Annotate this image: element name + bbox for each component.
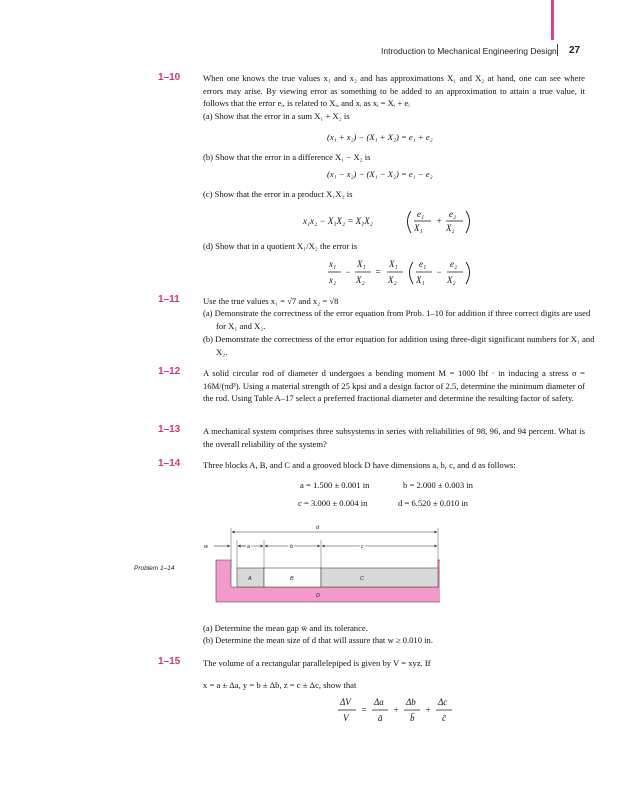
svg-text:V: V — [343, 713, 349, 723]
svg-text:X₁: X₁ — [357, 259, 366, 269]
equation-quotient-error — [326, 254, 476, 290]
dimension-b: b = 2.000 ± 0.003 in — [403, 480, 473, 490]
label-D: D — [316, 593, 320, 599]
svg-text:Δa: Δa — [374, 697, 384, 707]
problem-1-13-text: A mechanical system comprises three subsystems in series with reliabilities of 98, 96, and 94 percent. What is the overall reliability of the system? — [203, 426, 585, 449]
svg-text:X₂: X₂ — [447, 275, 456, 285]
problem-id-1-10: 1–10 — [158, 72, 181, 83]
svg-text:X₁: X₁ — [389, 259, 398, 269]
block-C — [321, 568, 438, 587]
problem-1-11-intro: Use the true values x₁ = √7 and x₂ = √8 — [203, 296, 339, 306]
problem-1-14-part-b: (b) Determine the mean size of d that will assure that w ≥ 0.010 in. — [203, 635, 434, 645]
problem-1-14-text: Three blocks A, B, and C and a grooved block D have dimensions a, b, c, and d as follows: — [203, 460, 516, 470]
svg-text:=: = — [375, 267, 382, 277]
header-divider — [557, 44, 558, 56]
svg-text:=: = — [361, 705, 368, 715]
svg-text:Δb: Δb — [406, 697, 416, 707]
svg-text:e₂: e₂ — [449, 209, 457, 219]
problem-id-1-13: 1–13 — [158, 424, 181, 435]
svg-text:Δc: Δc — [438, 697, 448, 707]
label-d: d — [316, 525, 320, 531]
problem-1-11-part-a: (a) Demonstrate the correctness of the error equation from Prob. 1–10 for addition if three correct digits are used for X₁ and X₂. — [203, 308, 591, 331]
svg-text:ā: ā — [378, 713, 383, 723]
svg-text:+: + — [393, 705, 400, 715]
problem-1-10-part-c: (c) Show that the error in a product X₁X₂ is — [203, 189, 353, 199]
figure-caption: Problem 1–14 — [134, 565, 175, 572]
svg-text:+: + — [425, 705, 432, 715]
page-number: 27 — [569, 45, 581, 56]
problem-1-10-intro: When one knows the true values x₁ and x₂ and has approximations X₁ and X₂ at hand, one can see where errors may arise. By viewing error as something to be added to an approximation to attain a true value, it follows that the error eᵢ, is related to Xᵢ, and xᵢ as xᵢ = Xᵢ + eᵢ — [203, 73, 585, 108]
problem-id-1-12: 1–12 — [158, 366, 181, 377]
dimension-a: a = 1.500 ± 0.001 in — [300, 480, 370, 490]
svg-text:X₂: X₂ — [356, 275, 365, 285]
running-title: Introduction to Mechanical Engineering Design — [381, 46, 557, 56]
svg-text:e₁: e₁ — [419, 259, 427, 269]
problem-id-1-15: 1–15 — [158, 656, 181, 667]
svg-text:−: − — [436, 267, 443, 277]
svg-text:−: − — [345, 267, 352, 277]
label-C: C — [360, 576, 364, 582]
label-B: B — [290, 576, 294, 582]
svg-text:X₂: X₂ — [388, 275, 397, 285]
label-A: A — [248, 576, 252, 582]
label-w: w — [204, 544, 208, 550]
problem-1-15-text: The volume of a rectangular parallelepiped is given by V = xyz. If — [203, 658, 431, 668]
equation-sum-error: (x₁ + x₂) − (X₁ + X₂) = e₁ + e₂ — [327, 132, 433, 142]
svg-text:X₂: X₂ — [446, 223, 455, 233]
svg-text:+: + — [436, 216, 443, 226]
svg-text:x₂: x₂ — [329, 275, 337, 285]
problem-id-1-11: 1–11 — [158, 294, 180, 305]
chapter-tab-marker — [551, 0, 554, 40]
problem-id-1-14: 1–14 — [158, 458, 181, 469]
problem-1-14-part-a: (a) Determine the mean gap w̄ and its tolerance. — [203, 623, 368, 633]
equation-product-error — [300, 202, 500, 238]
problem-1-10-part-a: (a) Show that the error in a sum X₁ + X₂ is — [203, 111, 350, 121]
label-a: a — [247, 544, 251, 550]
svg-text:X₁: X₁ — [414, 223, 423, 233]
problem-1-11-part-b: (b) Demonstrate the correctness of the error equation for addition using three-digit significant numbers for X₁ and X₂. — [203, 334, 595, 357]
label-c: c — [361, 544, 364, 550]
svg-text:c̄: c̄ — [442, 713, 446, 723]
problem-1-10-part-d: (d) Show that in a quotient X₁/X₂ the error is — [203, 241, 358, 251]
equation-volume-error — [336, 693, 466, 727]
problem-1-10-part-b: (b) Show that the error in a difference X₁ − X₂ is — [203, 152, 371, 162]
equation-difference-error: (x₁ − x₂) − (X₁ − X₂) = e₁ − e₂ — [327, 169, 433, 179]
svg-text:e₂: e₂ — [450, 259, 458, 269]
svg-text:x₁x₂ − X₁X₂ = X₁X₂: x₁x₂ − X₁X₂ = X₁X₂ — [303, 216, 373, 226]
svg-text:x₁: x₁ — [329, 259, 337, 269]
problem-1-14-figure — [200, 520, 440, 610]
dimension-d: d = 6.520 ± 0.010 in — [398, 498, 468, 508]
svg-text:ΔV: ΔV — [340, 697, 351, 707]
svg-text:e₁: e₁ — [417, 209, 425, 219]
label-b: b — [290, 544, 294, 550]
problem-1-15-line2: x = a ± Δa, y = b ± Δb, z = c ± Δc, show that — [203, 680, 357, 690]
svg-text:X₁: X₁ — [416, 275, 425, 285]
svg-text:b̄: b̄ — [410, 713, 415, 723]
problem-1-12-text: A solid circular rod of diameter d undergoes a bending moment M = 1000 lbf · in inducing a stress σ = 16M/(πd³). Using a material strength of 25 kpsi and a design factor of 2.5, determine the minimum diameter of the rod. Using Table A–17 select a preferred fractional diameter and determine the resulting factor of safety. — [203, 368, 585, 403]
dimension-c: c = 3.000 ± 0.004 in — [298, 498, 368, 508]
